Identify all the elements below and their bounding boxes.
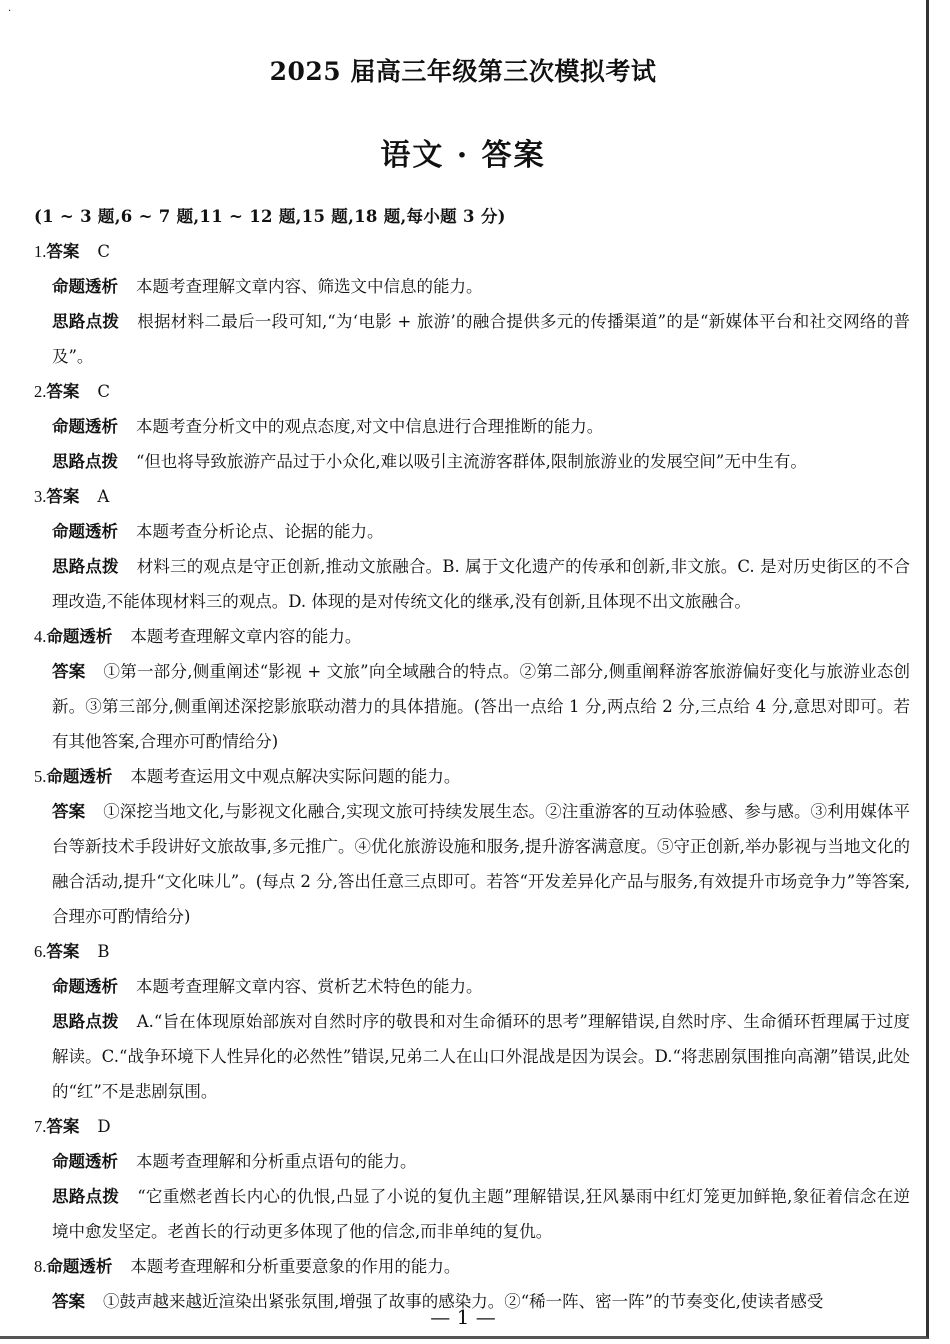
question-block [34, 759, 910, 794]
answer-section [34, 304, 910, 374]
answer-section [34, 269, 910, 304]
question-number: 2. [34, 382, 47, 401]
section-text: B [97, 942, 110, 961]
question-number: 1. [34, 242, 47, 261]
question-block [34, 479, 910, 514]
section-text: 根据材料二最后一段可知,“为‘电影 + 旅游’的融合提供多元的传播渠道”的是“新媒体平台和社交网络的普及”。 [52, 312, 910, 366]
section-text: 本题考查理解文章内容、筛选文中信息的能力。 [136, 277, 483, 296]
section-text: 材料三的观点是守正创新,推动文旅融合。B. 属于文化遗产的传承和创新,非文旅。C. 是对历史街区的不合理改造,不能体现材料三的观点。D. 体现的是对传统文化的继承,没有创新,且体现不出文旅融合。 [52, 557, 911, 611]
question-number: 6. [34, 942, 47, 961]
section-text: “它重燃老酋长内心的仇恨,凸显了小说的复仇主题”理解错误,狂风暴雨中红灯笼更加鲜艳,象征着信念在逆境中愈发坚定。老酋长的行动更多体现了他的信念,而非单纯的复仇。 [52, 1187, 910, 1241]
section-label: 答案 [46, 487, 80, 506]
section-text: 本题考查理解和分析重要意象的作用的能力。 [130, 1257, 461, 1276]
section-label: 答案 [46, 382, 80, 401]
section-text: 本题考查理解和分析重点语句的能力。 [136, 1152, 417, 1171]
section-text: 本题考查运用文中观点解决实际问题的能力。 [130, 767, 461, 786]
section-label: 答案 [52, 1292, 85, 1311]
answer-section [34, 514, 910, 549]
section-text: “但也将导致旅游产品过于小众化,难以吸引主流游客群体,限制旅游业的发展空间”无中生有。 [136, 452, 807, 471]
section-text: 本题考查分析文中的观点态度,对文中信息进行合理推断的能力。 [136, 417, 604, 436]
question-block [34, 374, 910, 409]
section-label: 答案 [52, 802, 86, 821]
question-block [34, 1109, 910, 1144]
section-text: A [97, 487, 110, 506]
section-text: A.“旨在体现原始部族对自然时序的敬畏和对生命循环的思考”理解错误,自然时序、生命循环哲理属于过度解读。C.“战争环境下人性异化的必然性”错误,兄弟二人在山口外混战是因为误会。D.“将悲剧氛围推向高潮”错误,此处的“红”不是悲剧氛围。 [52, 1012, 911, 1101]
answer-section [34, 1144, 910, 1179]
page-number: — 1 — [430, 1305, 496, 1329]
question-block [34, 234, 910, 269]
section-label: 命题透析 [52, 417, 118, 436]
scoring-note: (1 ~ 3 题,6 ~ 7 题,11 ~ 12 题,15 题,18 题,每小题 3 分) [34, 207, 506, 226]
section-label: 思路点拨 [52, 557, 119, 576]
section-text: ①鼓声越来越近渲染出紧张氛围,增强了故事的感染力。②“稀一阵、密一阵”的节奏变化,使读者感受 [103, 1292, 824, 1311]
section-label: 思路点拨 [52, 312, 120, 331]
section-label: 命题透析 [52, 977, 118, 996]
question-number: 7. [34, 1117, 47, 1136]
exam-subtitle: 语文 · 答案 [380, 138, 546, 173]
section-label: 答案 [52, 662, 86, 681]
answer-section [34, 409, 910, 444]
section-label: 命题透析 [46, 1257, 113, 1276]
question-number: 5. [34, 767, 47, 786]
question-block [34, 619, 910, 654]
section-label: 命题透析 [52, 522, 118, 541]
answer-section [34, 1179, 910, 1249]
answer-section [34, 794, 910, 934]
section-text: D [97, 1117, 111, 1136]
section-text: 本题考查理解文章内容的能力。 [130, 627, 362, 646]
section-text: 本题考查分析论点、论据的能力。 [136, 522, 384, 541]
section-label: 命题透析 [52, 1152, 118, 1171]
section-label: 命题透析 [52, 277, 118, 296]
section-label: 答案 [46, 1117, 80, 1136]
section-text: ①第一部分,侧重阐述“影视 + 文旅”向全域融合的特点。②第二部分,侧重阐释游客旅游偏好变化与旅游业态创新。③第三部分,侧重阐述深挖影旅联动潜力的具体措施。(答出一点给 1 分,两点给 2 分,三点给 4 分,意思对即可。若有其他答案,合理亦可酌情给分) [52, 662, 910, 751]
section-label: 命题透析 [46, 767, 113, 786]
answer-section [34, 969, 910, 1004]
answer-section [34, 444, 910, 479]
answer-section [34, 654, 910, 759]
answer-content [34, 199, 910, 1319]
section-label: 思路点拨 [52, 1187, 120, 1206]
section-label: 答案 [46, 242, 80, 261]
section-label: 思路点拨 [52, 1012, 119, 1031]
question-number: 4. [34, 627, 47, 646]
question-number: 3. [34, 487, 47, 506]
section-text: ①深挖当地文化,与影视文化融合,实现文旅可持续发展生态。②注重游客的互动体验感、参与感。③利用媒体平台等新技术手段讲好文旅故事,多元推广。④优化旅游设施和服务,提升游客满意度。⑤守正创新,举办影视与当地文化的融合活动,提升“文化味儿”。(每点 2 分,答出任意三点即可。若答“开发差异化产品与服务,有效提升市场竞争力”等答案,合理亦可酌情给分) [52, 802, 911, 926]
question-block [34, 1249, 910, 1284]
section-label: 思路点拨 [52, 452, 118, 471]
section-text: C [97, 242, 110, 261]
section-text: C [97, 382, 110, 401]
section-label: 命题透析 [46, 627, 113, 646]
answer-section [34, 549, 910, 619]
question-block [34, 934, 910, 969]
scan-dot: · [8, 6, 12, 17]
answer-section [34, 1004, 910, 1109]
section-label: 答案 [46, 942, 80, 961]
exam-title: 2025 届高三年级第三次模拟考试 [269, 57, 657, 86]
question-number: 8. [34, 1257, 47, 1276]
section-text: 本题考查理解文章内容、赏析艺术特色的能力。 [136, 977, 483, 996]
